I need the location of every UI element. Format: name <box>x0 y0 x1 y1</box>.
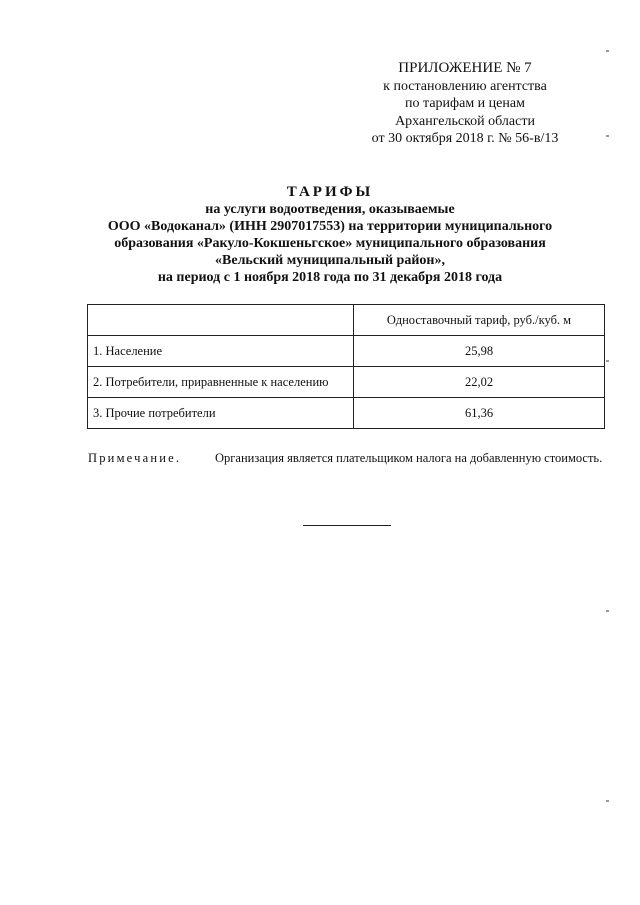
row-value: 22,02 <box>354 367 605 398</box>
row-label: 3. Прочие потребители <box>88 398 354 429</box>
table-header-row <box>88 305 605 336</box>
document-title: ТАРИФЫ <box>286 184 374 200</box>
tariff-table <box>87 304 605 429</box>
heading-line: «Вельский муниципальный район», <box>215 253 445 268</box>
row-label: 2. Потребители, приравненные к населению <box>88 367 354 398</box>
document-heading <box>60 184 600 286</box>
note-label: Примечание. <box>88 451 182 465</box>
scan-mark <box>606 360 609 362</box>
scan-edge-marks <box>606 40 618 900</box>
appendix-block <box>340 60 590 148</box>
appendix-title: ПРИЛОЖЕНИЕ № 7 <box>398 60 532 76</box>
row-value: 25,98 <box>354 336 605 367</box>
table-row <box>88 398 605 429</box>
scan-mark <box>606 50 609 52</box>
table-header-cell <box>88 305 354 336</box>
table-row <box>88 367 605 398</box>
heading-period-line: на период с 1 ноября 2018 года по 31 декабря 2018 года <box>157 270 503 285</box>
heading-line: образования «Ракуло-Кокшеньгское» муниципального образования <box>114 236 546 251</box>
note-text: Организация является плательщиком налога на добавленную стоимость. <box>215 451 603 465</box>
scan-mark <box>606 800 609 802</box>
appendix-line: по тарифам и ценам <box>405 96 525 111</box>
scan-mark <box>606 135 609 137</box>
row-value: 61,36 <box>354 398 605 429</box>
signature-line <box>303 525 391 526</box>
heading-line: на услуги водоотведения, оказываемые <box>205 202 455 217</box>
appendix-date-line: от 30 октября 2018 г. № 56-в/13 <box>371 131 559 146</box>
table-header-cell: Одноставочный тариф, руб./куб. м <box>354 305 605 336</box>
row-label: 1. Население <box>88 336 354 367</box>
table-row <box>88 336 605 367</box>
heading-line: ООО «Водоканал» (ИНН 2907017553) на территории муниципального <box>107 219 553 234</box>
appendix-line: к постановлению агентства <box>383 78 547 94</box>
appendix-line: Архангельской области <box>395 113 535 129</box>
scan-mark <box>606 610 609 612</box>
